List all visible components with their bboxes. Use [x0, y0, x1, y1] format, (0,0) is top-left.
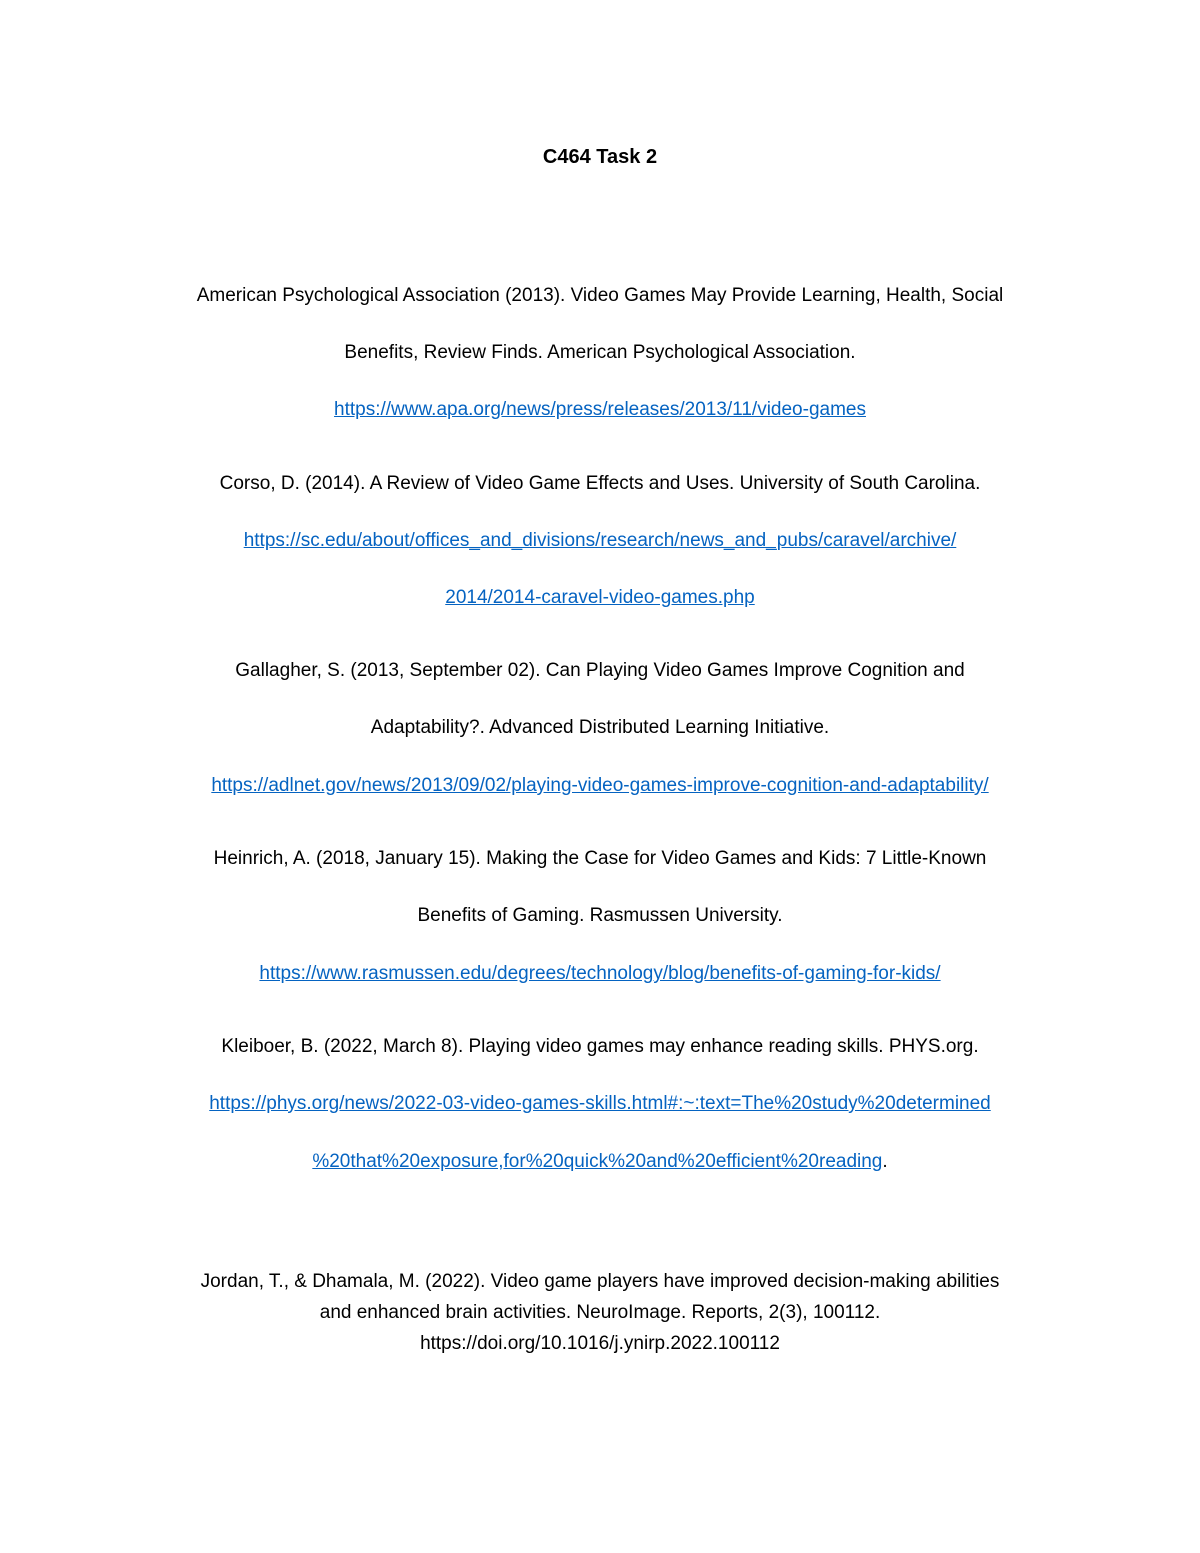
reference-heinrich-line-1: Heinrich, A. (2018, January 15). Making the Case for Video Games and Kids: 7 Little-Known: [213, 848, 987, 869]
reference-corso-link-continued[interactable]: 2014/2014-caravel-video-games.php: [445, 587, 755, 608]
reference-corso-link[interactable]: https://sc.edu/about/offices_and_divisions/research/news_and_pubs/caravel/archive/: [243, 530, 957, 551]
reference-corso-link-row-2: [0, 586, 1200, 610]
reference-corso-line-1: Corso, D. (2014). A Review of Video Game Effects and Uses. University of South Carolina.: [219, 473, 981, 494]
reference-kleiboer-trailing-period: .: [882, 1151, 888, 1172]
reference-kleiboer-link-continued[interactable]: %20that%20exposure,for%20quick%20and%20efficient%20reading: [312, 1151, 883, 1172]
reference-jordan-line-2: and enhanced brain activities. NeuroImage. Reports, 2(3), 100112.: [319, 1302, 881, 1323]
reference-kleiboer-line-1: Kleiboer, B. (2022, March 8). Playing video games may enhance reading skills. PHYS.org.: [221, 1036, 979, 1057]
reference-gallagher-link[interactable]: https://adlnet.gov/news/2013/09/02/playing-video-games-improve-cognition-and-adaptability/: [211, 775, 989, 796]
reference-apa-line-1: American Psychological Association (2013). Video Games May Provide Learning, Health, Social: [196, 285, 1004, 306]
reference-heinrich-link[interactable]: https://www.rasmussen.edu/degrees/technology/blog/benefits-of-gaming-for-kids/: [259, 963, 941, 984]
reference-jordan-line-3: https://doi.org/10.1016/j.ynirp.2022.100112: [420, 1333, 780, 1354]
reference-gallagher-line-2: Adaptability?. Advanced Distributed Learning Initiative.: [370, 717, 830, 738]
reference-heinrich-line-2: Benefits of Gaming. Rasmussen University.: [417, 905, 783, 926]
page-title: C464 Task 2: [542, 146, 658, 168]
reference-heinrich-link-row: [0, 962, 1200, 986]
reference-apa-link[interactable]: https://www.apa.org/news/press/releases/2013/11/video-games: [334, 399, 866, 420]
reference-jordan-line-1: Jordan, T., & Dhamala, M. (2022). Video game players have improved decision-making abilities: [200, 1271, 1000, 1292]
reference-kleiboer-link-row-2: [0, 1150, 1200, 1174]
reference-kleiboer-link-row-1: [0, 1092, 1200, 1116]
reference-apa-line-2: Benefits, Review Finds. American Psychological Association.: [344, 342, 856, 363]
reference-apa-link-row: [0, 398, 1200, 422]
reference-corso-link-row-1: [0, 529, 1200, 553]
reference-kleiboer-link[interactable]: https://phys.org/news/2022-03-video-games-skills.html#:~:text=The%20study%20determined: [209, 1093, 991, 1114]
reference-gallagher-link-row: [0, 774, 1200, 798]
reference-gallagher-line-1: Gallagher, S. (2013, September 02). Can Playing Video Games Improve Cognition and: [235, 660, 965, 681]
